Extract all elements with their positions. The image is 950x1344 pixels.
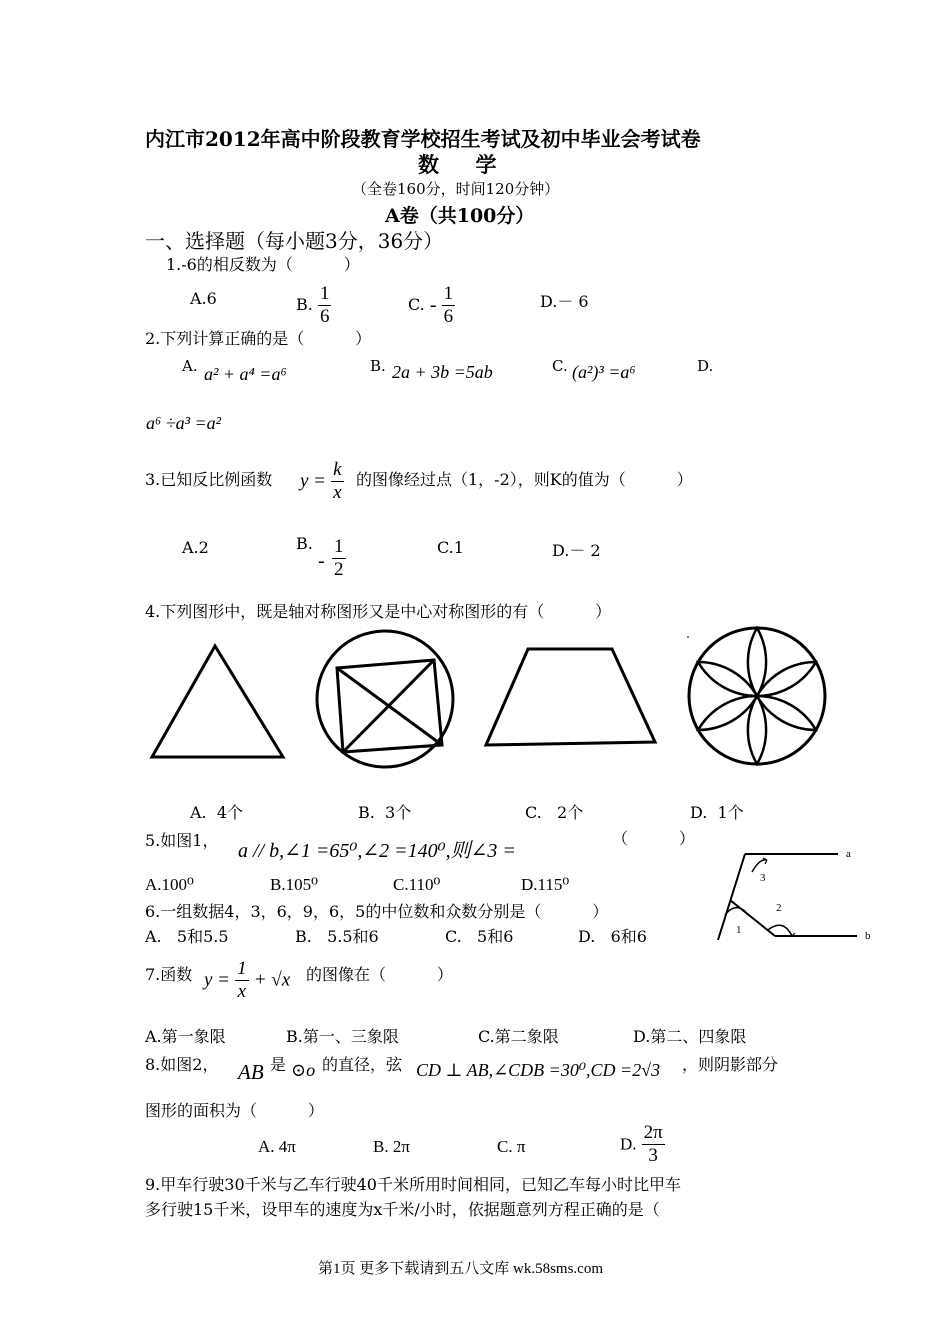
q6-option-b: B. 5.5和6 xyxy=(295,927,379,946)
q3-k-over-x: $\frac{k}{x}$ xyxy=(333,459,342,503)
q2-c-expr: (a²)³ =a⁶ xyxy=(572,362,636,382)
q9-line1: 9.甲车行驶30千米与乙车行驶40千米所用时间相同，已知乙车每小时比甲车 xyxy=(145,1175,681,1194)
q2-a-expr: a² + a⁴ =a⁶ xyxy=(204,364,287,384)
q3-stem-post: 的图像经过点（1，-2），则K的值为（ ） xyxy=(356,470,693,489)
q5-option-b: B.105⁰ xyxy=(270,875,318,894)
subject-title: 数 学 xyxy=(418,152,497,177)
q7-option-a: A.第一象限 xyxy=(145,1027,226,1046)
q5-expr: a // b,∠1 =65⁰,∠2 =140⁰,则∠3 = xyxy=(238,840,516,862)
q2-b-label: B. xyxy=(370,357,386,375)
q3-stem-pre: 3.已知反比例函数 xyxy=(145,470,273,489)
q6-stem: 6.一组数据4，3，6，9，6，5的中位数和众数分别是（ ） xyxy=(145,902,609,921)
q7-option-c: C.第二象限 xyxy=(478,1027,559,1046)
fig1-label-2: 2 xyxy=(776,902,782,914)
section-title: A卷（共100分） xyxy=(385,205,535,227)
part-heading: 一、选择题（每小题3分，36分） xyxy=(145,229,444,253)
q2-d-expr: a⁶ ÷a³ =a² xyxy=(146,413,222,433)
q3-option-d: D.－ 2 xyxy=(552,541,601,560)
q7-option-b: B.第一、三象限 xyxy=(286,1027,399,1046)
fig1-label-1: 1 xyxy=(736,924,742,936)
q8-ab: AB xyxy=(238,1060,264,1084)
q8-stem-post: ，则阴影部分 xyxy=(682,1055,779,1074)
q8-option-a: A. 4π xyxy=(258,1137,296,1156)
q7-option-d: D.第二、四象限 xyxy=(633,1027,747,1046)
q4-option-a: A. 4个 xyxy=(190,803,243,822)
q8-d-fraction: $\frac{2\pi}{3}$ xyxy=(643,1122,663,1166)
q1-option-b: B. $\frac{1}{6}$ xyxy=(296,283,330,327)
q2-stem: 2.下列计算正确的是（ ） xyxy=(145,329,372,348)
q8-option-d: D. $\frac{2\pi}{3}$ xyxy=(620,1122,663,1166)
q3-option-a: A.2 xyxy=(182,538,209,557)
exam-title: 内江市2012年高中阶段教育学校招生考试及初中毕业会考试卷 xyxy=(145,127,701,151)
q8-option-c: C. π xyxy=(497,1137,526,1156)
q1-option-c: C. - $\frac{1}{6}$ xyxy=(408,283,454,327)
q8-mid2: 的直径，弦 xyxy=(322,1055,403,1074)
q2-d-label: D. xyxy=(697,357,714,375)
q4-option-c: C. 2个 xyxy=(525,803,584,822)
q4-option-d: D. 1个 xyxy=(690,803,744,822)
q8-circle: ⊙o xyxy=(291,1060,316,1080)
q8-line2: 图形的面积为（ ） xyxy=(145,1101,324,1120)
q7-function: y = $\frac{1}{x}$ + √x xyxy=(204,958,291,1002)
q5-stem-pre: 5.如图1， xyxy=(145,831,219,850)
q3-option-b: B. xyxy=(296,534,313,553)
q3-function: y = $\frac{k}{x}$ xyxy=(300,459,342,503)
q8-option-b: B. 2π xyxy=(373,1137,410,1156)
fig1-label-3: 3 xyxy=(760,872,766,884)
q1-stem: 1.-6的相反数为（ ） xyxy=(166,255,360,274)
q2-b-expr: 2a + 3b =5ab xyxy=(392,362,493,382)
q5-option-c: C.110⁰ xyxy=(393,875,441,894)
q1-b-fraction: $\frac{1}{6}$ xyxy=(319,283,330,327)
fig1-label-a: a xyxy=(846,848,851,860)
q7-stem-pre: 7.函数 xyxy=(145,965,193,984)
q3-option-c: C.1 xyxy=(437,538,464,557)
q4-stem: 4.下列图形中，既是轴对称图形又是中心对称图形的有（ ） xyxy=(145,602,612,621)
q1-c-fraction: $\frac{1}{6}$ xyxy=(443,283,454,327)
q7-one-over-x: $\frac{1}{x}$ xyxy=(237,958,247,1002)
q8-expr: CD ⊥ AB,∠CDB =30⁰,CD =2√3 xyxy=(416,1060,661,1080)
fig1-label-b: b xyxy=(865,930,871,942)
q2-c-label: C. xyxy=(552,357,568,375)
q4-option-b: B. 3个 xyxy=(358,803,412,822)
q8-stem-pre: 8.如图2， xyxy=(145,1055,219,1074)
q5-option-d: D.115⁰ xyxy=(521,875,570,894)
page-footer: 第1页 更多下载请到五八文库 wk.58sms.com xyxy=(318,1261,604,1277)
q8-mid: 是 xyxy=(270,1055,287,1074)
q6-option-d: D. 6和6 xyxy=(578,927,647,946)
q3-b-sign: - xyxy=(318,550,325,572)
q2-a-label: A. xyxy=(182,357,198,375)
q6-option-a: A. 5和5.5 xyxy=(145,927,229,946)
q9-line2: 多行驶15千米，设甲车的速度为x千米/小时，依据题意列方程正确的是（ xyxy=(145,1200,660,1219)
q7-stem-post: 的图像在（ ） xyxy=(306,965,453,984)
q5-paren: （ ） xyxy=(612,829,695,848)
q1-option-d: D.－ 6 xyxy=(540,292,589,311)
q5-option-a: A.100⁰ xyxy=(145,875,194,894)
q1-option-a: A.6 xyxy=(190,289,217,308)
exam-note: （全卷160分，时间120分钟） xyxy=(352,180,560,198)
q6-option-c: C. 5和6 xyxy=(445,927,514,946)
q3-b-fraction: $\frac{1}{2}$ xyxy=(334,536,344,580)
